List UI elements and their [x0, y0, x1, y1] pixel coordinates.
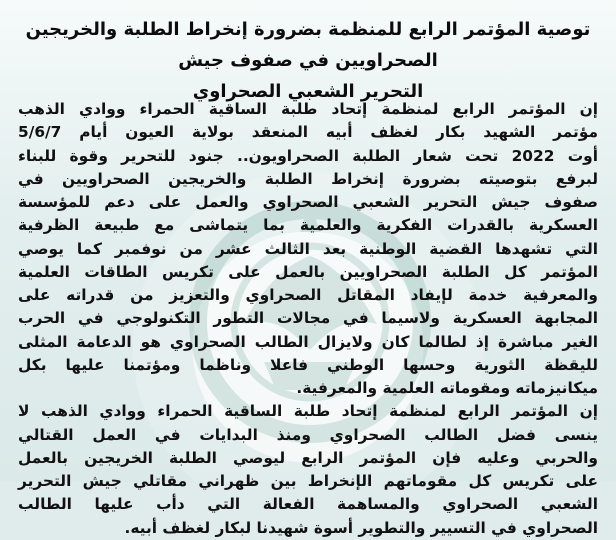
- text-line: ميكانيزماته ومقوماته العلمية والمعرفية.: [296, 379, 598, 397]
- text-line: لليقظة الثورية وحسها الوطني فاعلا وناظما ومؤتمنا عليها بكل: [18, 355, 598, 374]
- text-line: أوت 2022 تحت شعار الطلبة الصحراويون.. جنود للتحرير وقوة للبناء: [18, 146, 599, 165]
- text-line: والحربي وعليه فإن المؤتمر الرابع ليوصي الطلبة الخريجين بالعمل: [18, 448, 598, 467]
- text-line: مؤتمر الشهيد بكار لغظف أبيه المنعقد بولاية العيون أيام 5/6/7: [18, 123, 598, 142]
- text-line: على تكريس كل مقوماتهم الإنخراط بين ظهراني مقاتلي جيش التحرير: [18, 472, 598, 490]
- text-line: ينسى فضل الطالب الصحراوي ومنذ البدايات في العمل القتالي: [18, 425, 598, 444]
- text-line: التي تشهدها القضية الوطنية بعد الثالث عشر من نوفمبر كما يوصي: [18, 239, 598, 258]
- text-line: إن المؤتمر الرابع لمنظمة إتحاد طلبة الساقية الحمراء ووادي الذهب لا: [18, 402, 598, 421]
- title-line: توصية المؤتمر الرابع للمنظمة بضرورة إنخراط الطلبة والخريجين الصحراويين في صفوف جيش: [25, 19, 591, 71]
- paragraph: [18, 400, 598, 540]
- text-line: المجابهة العسكرية ولاسيما في مجالات التطور التكنولوجي في الحرب: [18, 309, 598, 328]
- text-line: الغير مباشرة إذ لطالما كان ولايزال الطالب الصحراوي هو الدعامة المثلى: [18, 332, 598, 351]
- paragraph: [18, 98, 598, 400]
- title-line: التحرير الشعبي الصحراوي: [192, 81, 424, 102]
- text-line: صفوف جيش التحرير الشعبي الصحراوي والعمل على دعم للمؤسسة: [18, 193, 598, 211]
- text-line: والمعرفية خدمة لإيفاد المقاتل الصحراوي والتعزيز من قدراته على: [18, 286, 598, 304]
- text-line: الشعبي الصحراوي والمساهمة الفعالة التي دأب عليها الطالب: [18, 495, 598, 514]
- document-title: [18, 14, 598, 107]
- text-line: المؤتمر كل الطلبة الصحراويين بالعمل على تكريس الطاقات العلمية: [18, 262, 598, 281]
- text-line: الصحراوي في التسيير والتطوير أسوة شهيدنا لبكار لغظف أبيه.: [124, 518, 598, 537]
- text-line: إن المؤتمر الرابع لمنظمة إتحاد طلبة الساقية الحمراء ووادي الذهب: [18, 100, 598, 118]
- text-line: لبرفع بتوصيته بضرورة إنخراط الطلبة والخريجين الصحراويين في: [18, 169, 598, 188]
- text-line: العسكرية بالقدرات الفكرية والعلمية بما يتماشى مع طبيعة الظرفية: [18, 216, 598, 235]
- document-body: [18, 98, 598, 540]
